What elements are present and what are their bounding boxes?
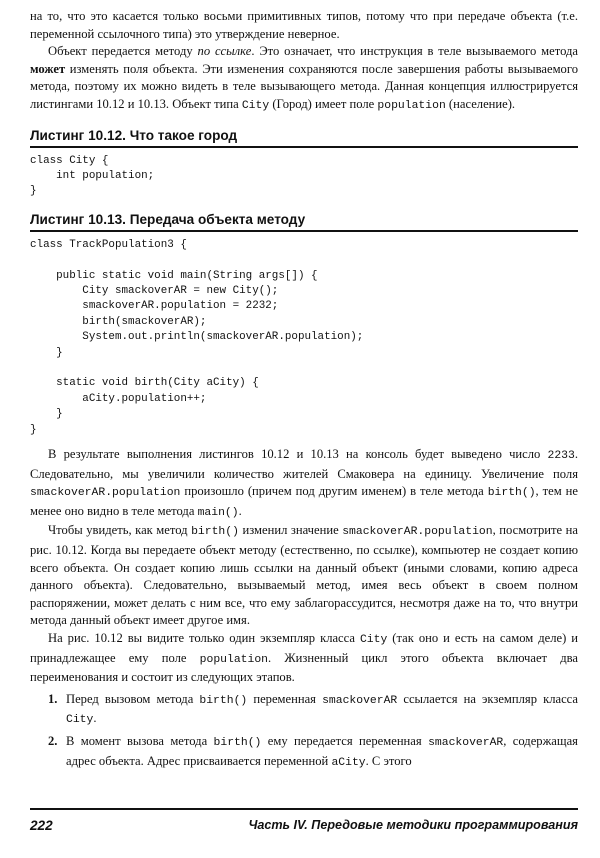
list-item: 1. Перед вызовом метода birth() переменная smackoverAR ссылается на экземпляр класса City. <box>48 691 578 727</box>
page-content <box>30 8 578 775</box>
footer-divider <box>30 808 578 810</box>
paragraph-by-reference: Объект передается методу по ссылке. Это означает, что инструкция в теле вызываемого метода может изменять поля объекта. Эти изменения сохраняются после завершения работы вызываемого метода, поэтому их можно видеть в теле вызывающего метода. Данная концепция иллюстрируется листингами 10.12 и 10.13. Объект типа City (Город) имеет поле population (население). <box>30 44 579 112</box>
listing-10-12-code: class City { int population; } <box>30 154 155 198</box>
listing-10-13-code: class TrackPopulation3 { public static void main(String args[]) { City smackoverAR = new City(); smackoverAR.population = 2232; birth(smackoverAR); System.out.println(smackoverAR.population); } static void birth(City aCity) { aCity.population++; } } <box>30 238 364 436</box>
paragraph-result: В результате выполнения листингов 10.12 и 10.13 на консоль будет выведено число 2233. Следовательно, мы увеличили количество жителей Смаковера на единицу. Увеличение поля smackoverAR.population произошло (причем под другим именем) в теле метода birth(), тем не менее оно видно в теле метода main(). <box>30 447 578 519</box>
strong-may: может <box>30 61 66 76</box>
page-footer <box>30 818 578 833</box>
paragraph-intro-continued: на то, что это касается только восьми примитивных типов, потому что при передаче объекта (т.е. переменной ссылочного типа) это утверждение неверное. <box>30 9 578 41</box>
emphasis-by-reference: по ссылке <box>197 44 252 59</box>
steps-list <box>30 691 578 772</box>
page-number: 222 <box>30 818 53 833</box>
part-title: Часть IV. Передовые методики программирования <box>248 818 578 832</box>
listing-10-13-title: Листинг 10.13. Передача объекта методу <box>30 212 578 232</box>
listing-10-12-title: Листинг 10.12. Что такое город <box>30 128 578 148</box>
paragraph-explanation: Чтобы увидеть, как метод birth() изменил значение smackoverAR.population, посмотрите на рис. 10.12. Когда вы передаете объект методу (естественно, по ссылке), компьютер не создает копию всего объекта. Он создает копию лишь ссылки на данный объект (иными словами, копию адреса данного объекта). Следовательно, вызываемый метод, имея весь объект в своем полном распоряжении, может делать с ним все, что ему заблагорассудится, несмотря даже на то, что внутри метода данный объект имеет другое имя. <box>30 523 578 628</box>
paragraph-figure: На рис. 10.12 вы видите только один экземпляр класса City (так оно и есть на самом деле) и принадлежащее ему поле population. Жизненный цикл этого объекта включает два переименования и состоит из следующих этапов. <box>30 631 578 685</box>
list-item: 2. В момент вызова метода birth() ему передается переменная smackoverAR, содержащая адрес объекта. Адрес присваивается переменной aCity. С этого <box>48 733 578 769</box>
